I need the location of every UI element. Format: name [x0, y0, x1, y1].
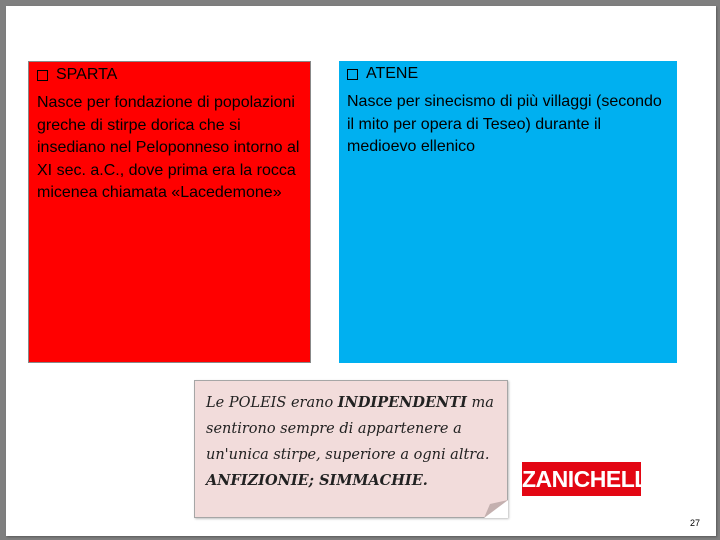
atene-title: ATENE	[366, 65, 419, 82]
sparta-title: SPARTA	[56, 66, 118, 83]
note-part1: Le POLEIS erano	[206, 395, 338, 411]
zanichelli-logo: ZANICHELLI	[522, 462, 641, 496]
sparta-header	[37, 65, 117, 85]
sticky-note	[194, 380, 508, 518]
checkbox-icon	[37, 70, 48, 81]
sparta-box	[28, 61, 311, 363]
note-emph-indipendenti: INDIPENDENTI	[337, 394, 467, 411]
note-text	[206, 390, 501, 494]
sparta-text: Nasce per fondazione di popolazioni greche di stirpe dorica che si insediano nel Peloponneso intorno al XI sec. a.C., dove prima era la rocca micenea chiamata «Lacedemone»	[37, 94, 300, 201]
page-number: 27	[690, 518, 701, 528]
atene-box	[339, 61, 677, 363]
note-part2: ma sentirono sempre di appartenere a un'unica stirpe, superiore a ogni altra.	[206, 395, 494, 463]
atene-header	[347, 64, 418, 84]
checkbox-icon	[347, 69, 358, 80]
note-emph-anfizionie: ANFIZIONIE; SIMMACHIE.	[206, 472, 428, 489]
atene-text: Nasce per sinecismo di più villaggi (secondo il mito per opera di Teseo) durante il medioevo ellenico	[347, 93, 662, 155]
page-fold-icon	[484, 500, 508, 518]
